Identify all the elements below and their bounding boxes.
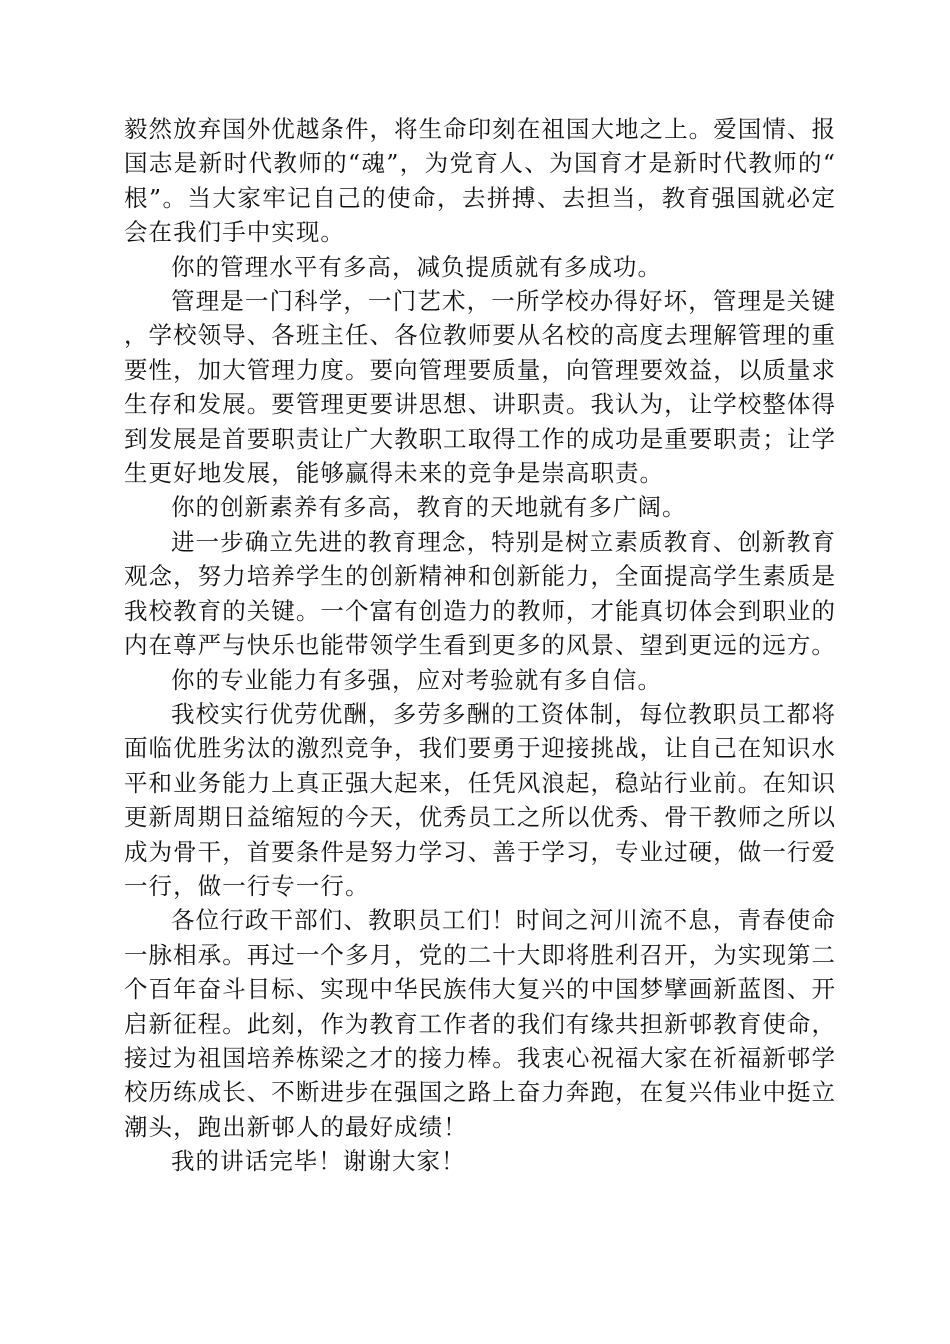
heading-innovation: 你的创新素养有多高，教育的天地就有多广阔。 <box>171 493 687 522</box>
speech-body <box>124 112 836 1179</box>
paragraph-professional-ability: 我校实行优劳优酬，多劳多酬的工资体制，每位教职员工都将面临优胜劣汰的激烈竞争，我们要勇于迎接挑战，让自己在知识水平和业务能力上真正强大起来，任凭风浪起，稳站行业前。在知识更新周期日益缩短的今天，优秀员工之所以优秀、骨干教师之所以成为骨干，首要条件是努力学习、善于学习，专业过硬，做一行爱一行，做一行专一行。 <box>124 699 836 900</box>
paragraph-innovation: 进一步确立先进的教育理念，特别是树立素质教育、创新教育观念，努力培养学生的创新精神和创新能力，全面提高学生素质是我校教育的关键。一个富有创造力的教师，才能真切体会到职业的内在尊严与快乐也能带领学生看到更多的风景、望到更远的远方。 <box>124 527 836 660</box>
paragraph-thanks: 我的讲话完毕！谢谢大家！ <box>171 1147 466 1176</box>
paragraph-patriotism-closing: 毅然放弃国外优越条件，将生命印刻在祖国大地之上。爱国情、报国志是新时代教师的“魂”，为党育人、为国育才是新时代教师的“根”。当大家牢记自己的使命，去拼搏、去担当，教育强国就必定会在我们手中实现。 <box>124 115 836 247</box>
paragraph-closing-wishes: 各位行政干部们、教职员工们！时间之河川流不息，青春使命一脉相承。再过一个多月，党的二十大即将胜利召开，为实现第二个百年奋斗目标、实现中华民族伟大复兴的中国梦擘画新蓝图、开启新征程。此刻，作为教育工作者的我们有缘共担新邨教育使命，接过为祖国培养栋梁之才的接力棒。我衷心祝福大家在祈福新邨学校历练成长、不断进步在强国之路上奋力奔跑，在复兴伟业中挺立潮头，跑出新邨人的最好成绩！ <box>124 906 836 1141</box>
heading-professional-ability: 你的专业能力有多强，应对考验就有多自信。 <box>171 665 662 694</box>
paragraph-management: 管理是一门科学，一门艺术，一所学校办得好坏，管理是关键，学校领导、各班主任、各位教师要从名校的高度去理解管理的重要性，加大管理力度。要向管理要质量，向管理要效益，以质量求生存和发展。要管理更要讲思想、讲职责。我认为，让学校整体得到发展是首要职责让广大教职工取得工作的成功是重要职责；让学生更好地发展，能够赢得未来的竞争是崇高职责。 <box>124 287 836 488</box>
heading-management: 你的管理水平有多高，减负提质就有多成功。 <box>171 252 662 281</box>
